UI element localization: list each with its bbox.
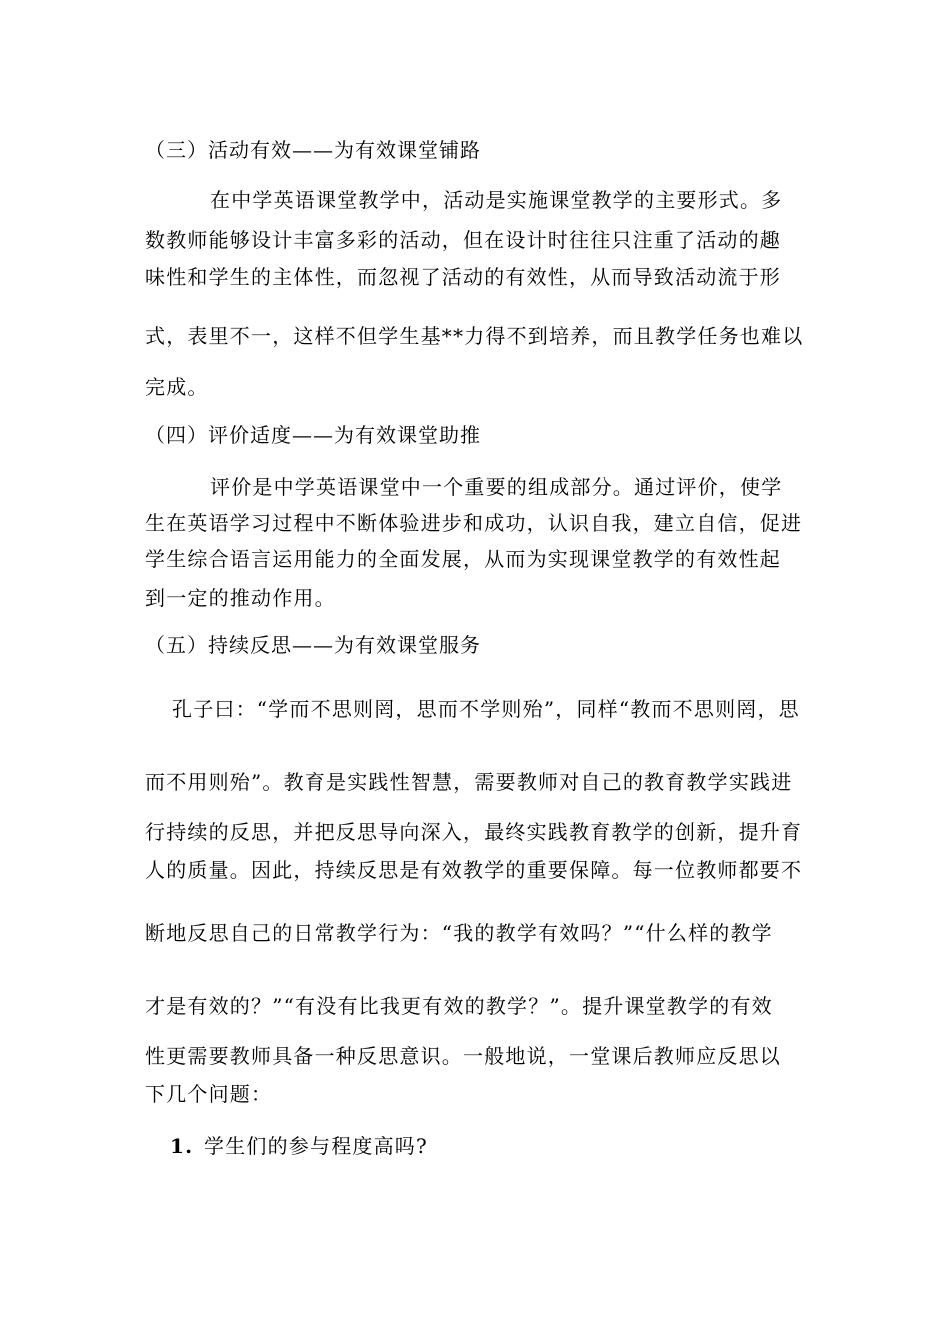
paragraph-line: 生在英语学习过程中不断体验进步和成功，认识自我，建立自信，促进 [145, 511, 803, 535]
paragraph-line: 学生综合语言运用能力的全面发展，从而为实现课堂教学的有效性起 [145, 547, 781, 571]
paragraph-line: 到一定的推动作用。 [145, 586, 336, 610]
paragraph-line: 完成。 [145, 375, 209, 399]
paragraph-line: 在中学英语课堂教学中，活动是实施课堂教学的主要形式。多 [210, 188, 783, 212]
section-heading: （四）评价适度——为有效课堂助推 [145, 423, 481, 447]
paragraph-line: 行持续的反思，并把反思导向深入，最终实践教育教学的创新，提升育 [145, 820, 803, 844]
section-heading: （三）活动有效——为有效课堂铺路 [145, 138, 481, 162]
paragraph-line: 而不用则殆”。教育是实践性智慧，需要教师对自己的教育教学实践进 [145, 770, 793, 794]
paragraph-line: 孔子曰：“学而不思则罔，思而不学则殆”，同样“教而不思则罔，思 [172, 697, 800, 721]
paragraph-line: 味性和学生的主体性，而忽视了活动的有效性，从而导致活动流于形 [145, 265, 781, 289]
section-heading: （五）持续反思——为有效课堂服务 [145, 633, 481, 657]
list-item [170, 1132, 428, 1160]
paragraph-line: 断地反思自己的日常教学行为：“我的教学有效吗？”“什么样的教学 [145, 921, 773, 945]
paragraph-line: 才是有效的？”“有没有比我更有效的教学？”。提升课堂教学的有效 [145, 994, 773, 1018]
paragraph-line: 数教师能够设计丰富多彩的活动，但在设计时往往只注重了活动的趣 [145, 228, 781, 252]
list-item-text: 学生们的参与程度高吗? [204, 1134, 428, 1158]
paragraph-line: 评价是中学英语课堂中一个重要的组成部分。通过评价，使学 [210, 475, 783, 499]
paragraph-line: 性更需要教师具备一种反思意识。一般地说，一堂课后教师应反思以 [145, 1044, 781, 1068]
paragraph-line: 式，表里不一，这样不但学生基**力得不到培养，而且教学任务也难以 [145, 324, 804, 348]
list-item-number: 1. [170, 1134, 194, 1158]
paragraph-line: 人的质量。因此，持续反思是有效教学的重要保障。每一位教师都要不 [145, 858, 803, 882]
paragraph-line: 下几个问题： [145, 1082, 273, 1106]
